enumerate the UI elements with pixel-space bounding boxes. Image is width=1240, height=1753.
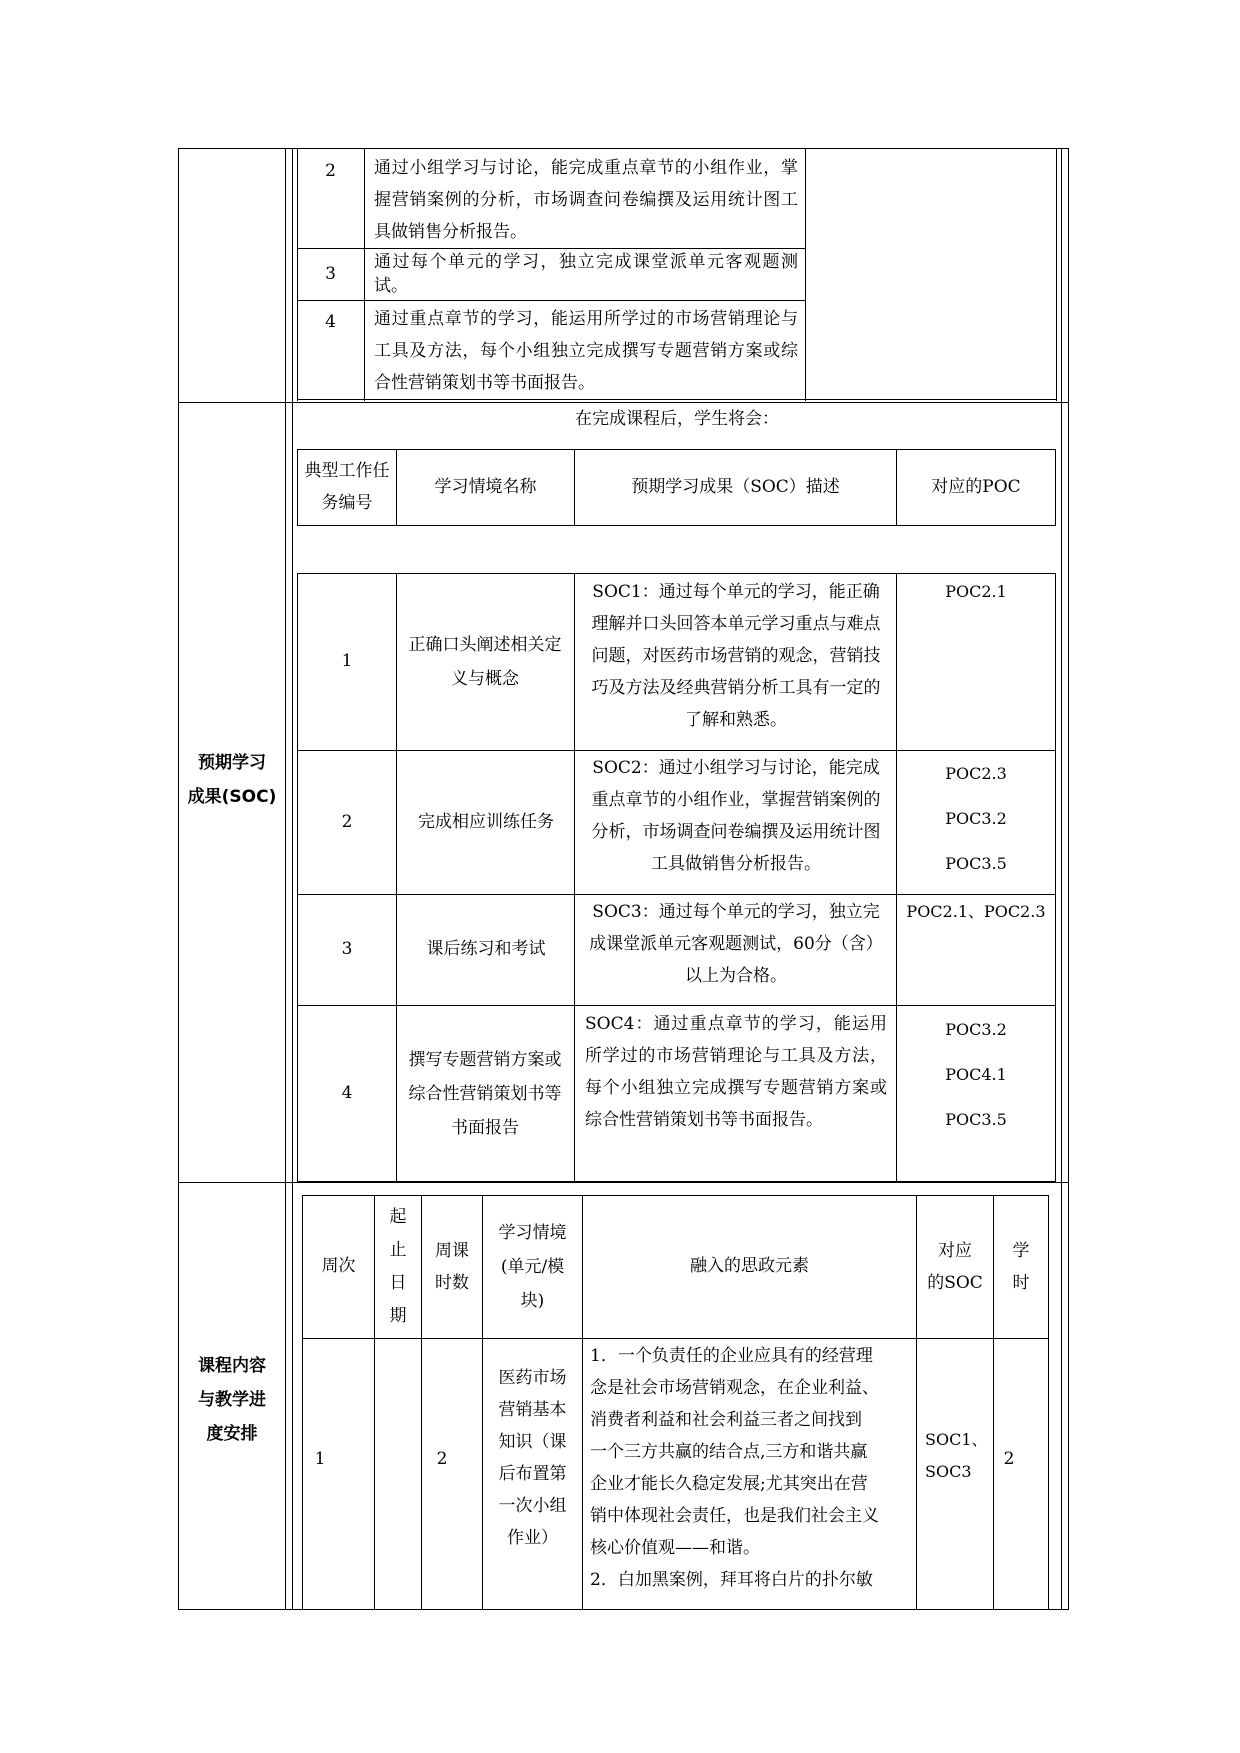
soc-row-poc	[897, 576, 1055, 608]
poc-item: POC4.1	[945, 1065, 1007, 1085]
schedule-header-soc	[917, 1196, 993, 1338]
ideology-line: 1．一个负责任的企业应具有的经营理	[590, 1346, 873, 1366]
schedule-header-week: 周次	[321, 1256, 356, 1277]
poc-item: POC3.2	[945, 809, 1007, 829]
soc-header-poc: 对应的POC	[931, 476, 1021, 497]
ideology-line: 念是社会市场营销观念，在企业利益、	[590, 1378, 879, 1398]
poc-item: POC3.2	[945, 1020, 1007, 1040]
objective-row-text: 通过重点章节的学习，能运用所学过的市场营销理论与工具及方法，每个小组独立完成撰写专题营销方案或综合性营销策划书等书面报告。	[374, 309, 798, 393]
soc-intro: 在完成课程后，学生将会：	[575, 409, 779, 430]
soc-row-desc: SOC1：通过每个单元的学习，能正确理解并口头回答本单元学习重点与难点问题，对医药市场营销的观念，营销技巧及方法及经典营销分析工具有一定的了解和熟悉。	[591, 582, 881, 730]
schedule-label-line3: 度安排	[206, 1424, 258, 1444]
poc-item: POC2.3	[945, 764, 1007, 784]
soc-row-desc: SOC4：通过重点章节的学习，能运用所学过的市场营销理论与工具及方法，每个小组独立完成撰写专题营销方案或综合性营销策划书等书面报告。	[585, 1014, 887, 1130]
schedule-label-line1: 课程内容	[198, 1356, 266, 1376]
poc-item: POC3.5	[945, 1110, 1007, 1130]
module-text-line: 后布置第	[498, 1464, 567, 1484]
soc-row-poc	[897, 896, 1055, 928]
credit-line: 时	[1012, 1273, 1030, 1293]
soc-header-description: 预期学习成果（SOC）描述	[631, 476, 840, 497]
date-char: 止	[389, 1240, 407, 1260]
soc-header-task-num: 典型工作任务编号	[304, 461, 390, 513]
date-char: 日	[389, 1273, 407, 1293]
soc-row-num: 1	[341, 651, 353, 672]
schedule-row-module	[483, 1362, 582, 1554]
soc-header-scenario: 学习情境名称	[434, 476, 537, 497]
hours-line: 周课	[435, 1241, 469, 1261]
soc-row-poc	[897, 1008, 1055, 1143]
schedule-header-ideology: 融入的思政元素	[690, 1256, 809, 1277]
poc-item: POC3.5	[945, 854, 1007, 874]
ideology-line: 销中体现社会责任，也是我们社会主义	[590, 1506, 879, 1526]
schedule-header-module	[483, 1196, 582, 1338]
soc-row-num: 2	[341, 811, 353, 832]
module-text-line: 营销基本	[498, 1400, 567, 1420]
poc-item: POC2.1	[945, 581, 1007, 601]
soc-line: SOC1、	[925, 1430, 988, 1449]
poc-item: POC2.1、POC2.3	[906, 901, 1046, 921]
soc-row-desc: SOC2：通过小组学习与讨论，能完成重点章节的小组作业，掌握营销案例的分析，市场调查问卷编撰及运用统计图工具做销售分析报告。	[591, 758, 881, 874]
schedule-row-hours: 2	[436, 1449, 448, 1470]
soc-row-name: 撰写专题营销方案或综合性营销策划书等书面报告	[408, 1049, 562, 1138]
schedule-row-dates	[375, 1440, 421, 1480]
soc-label-line2: 成果(SOC)	[187, 787, 277, 807]
hours-line: 时数	[435, 1273, 469, 1293]
objective-row-num: 3	[325, 263, 336, 284]
credit-line: 学	[1012, 1241, 1030, 1261]
soc-row-num: 4	[341, 1082, 353, 1103]
objective-row-text: 通过每个单元的学习，独立完成课堂派单元客观题测试。	[374, 252, 798, 296]
objective-row-num: 2	[325, 161, 336, 182]
module-text-line: 作业）	[507, 1528, 558, 1548]
schedule-row-week: 1	[314, 1449, 326, 1470]
schedule-header-dates	[375, 1196, 421, 1338]
schedule-label-line2: 与教学进	[198, 1390, 266, 1410]
ideology-line: 消费者利益和社会利益三者之间找到	[590, 1410, 862, 1430]
soc-line: 的SOC	[927, 1273, 983, 1293]
module-text-line: 知识（课	[498, 1432, 567, 1452]
schedule-header-credit	[994, 1196, 1048, 1338]
module-line: 学习情境	[498, 1223, 567, 1243]
schedule-header-hours	[422, 1196, 482, 1338]
ideology-line: 核心价值观——和谐。	[590, 1538, 760, 1558]
module-line: (单元/模	[500, 1257, 565, 1277]
soc-row-name: 完成相应训练任务	[418, 811, 554, 832]
objective-row-num: 4	[325, 312, 336, 333]
soc-line: SOC3	[925, 1462, 972, 1481]
date-char: 期	[389, 1306, 407, 1326]
ideology-line: 2．白加黑案例，拜耳将白片的扑尔敏	[590, 1570, 873, 1590]
soc-row-desc: SOC3：通过每个单元的学习，独立完成课堂派单元客观题测试，60分（含）以上为合格。	[589, 902, 883, 986]
soc-line: 对应	[938, 1241, 972, 1261]
ideology-line: 一个三方共赢的结合点,三方和谐共赢	[590, 1442, 868, 1462]
soc-row-num: 3	[341, 939, 353, 960]
soc-section-label	[179, 740, 285, 820]
soc-row-name: 正确口头阐述相关定义与概念	[408, 635, 562, 689]
schedule-row-soc	[925, 1424, 991, 1488]
date-char: 起	[389, 1207, 407, 1227]
soc-row-poc	[897, 752, 1055, 887]
soc-row-name: 课后练习和考试	[426, 939, 546, 960]
schedule-section-label	[179, 1345, 285, 1455]
ideology-line: 企业才能长久稳定发展;尤其突出在营	[590, 1474, 868, 1494]
soc-label-line1: 预期学习	[198, 753, 266, 773]
schedule-row-credit: 2	[1003, 1449, 1015, 1470]
module-text-line: 医药市场	[498, 1368, 567, 1388]
module-text-line: 一次小组	[498, 1496, 567, 1516]
module-line: 块)	[520, 1291, 545, 1311]
schedule-row-ideology	[590, 1340, 912, 1596]
objective-row-text: 通过小组学习与讨论，能完成重点章节的小组作业，掌握营销案例的分析，市场调查问卷编撰及运用统计图工具做销售分析报告。	[374, 158, 798, 242]
